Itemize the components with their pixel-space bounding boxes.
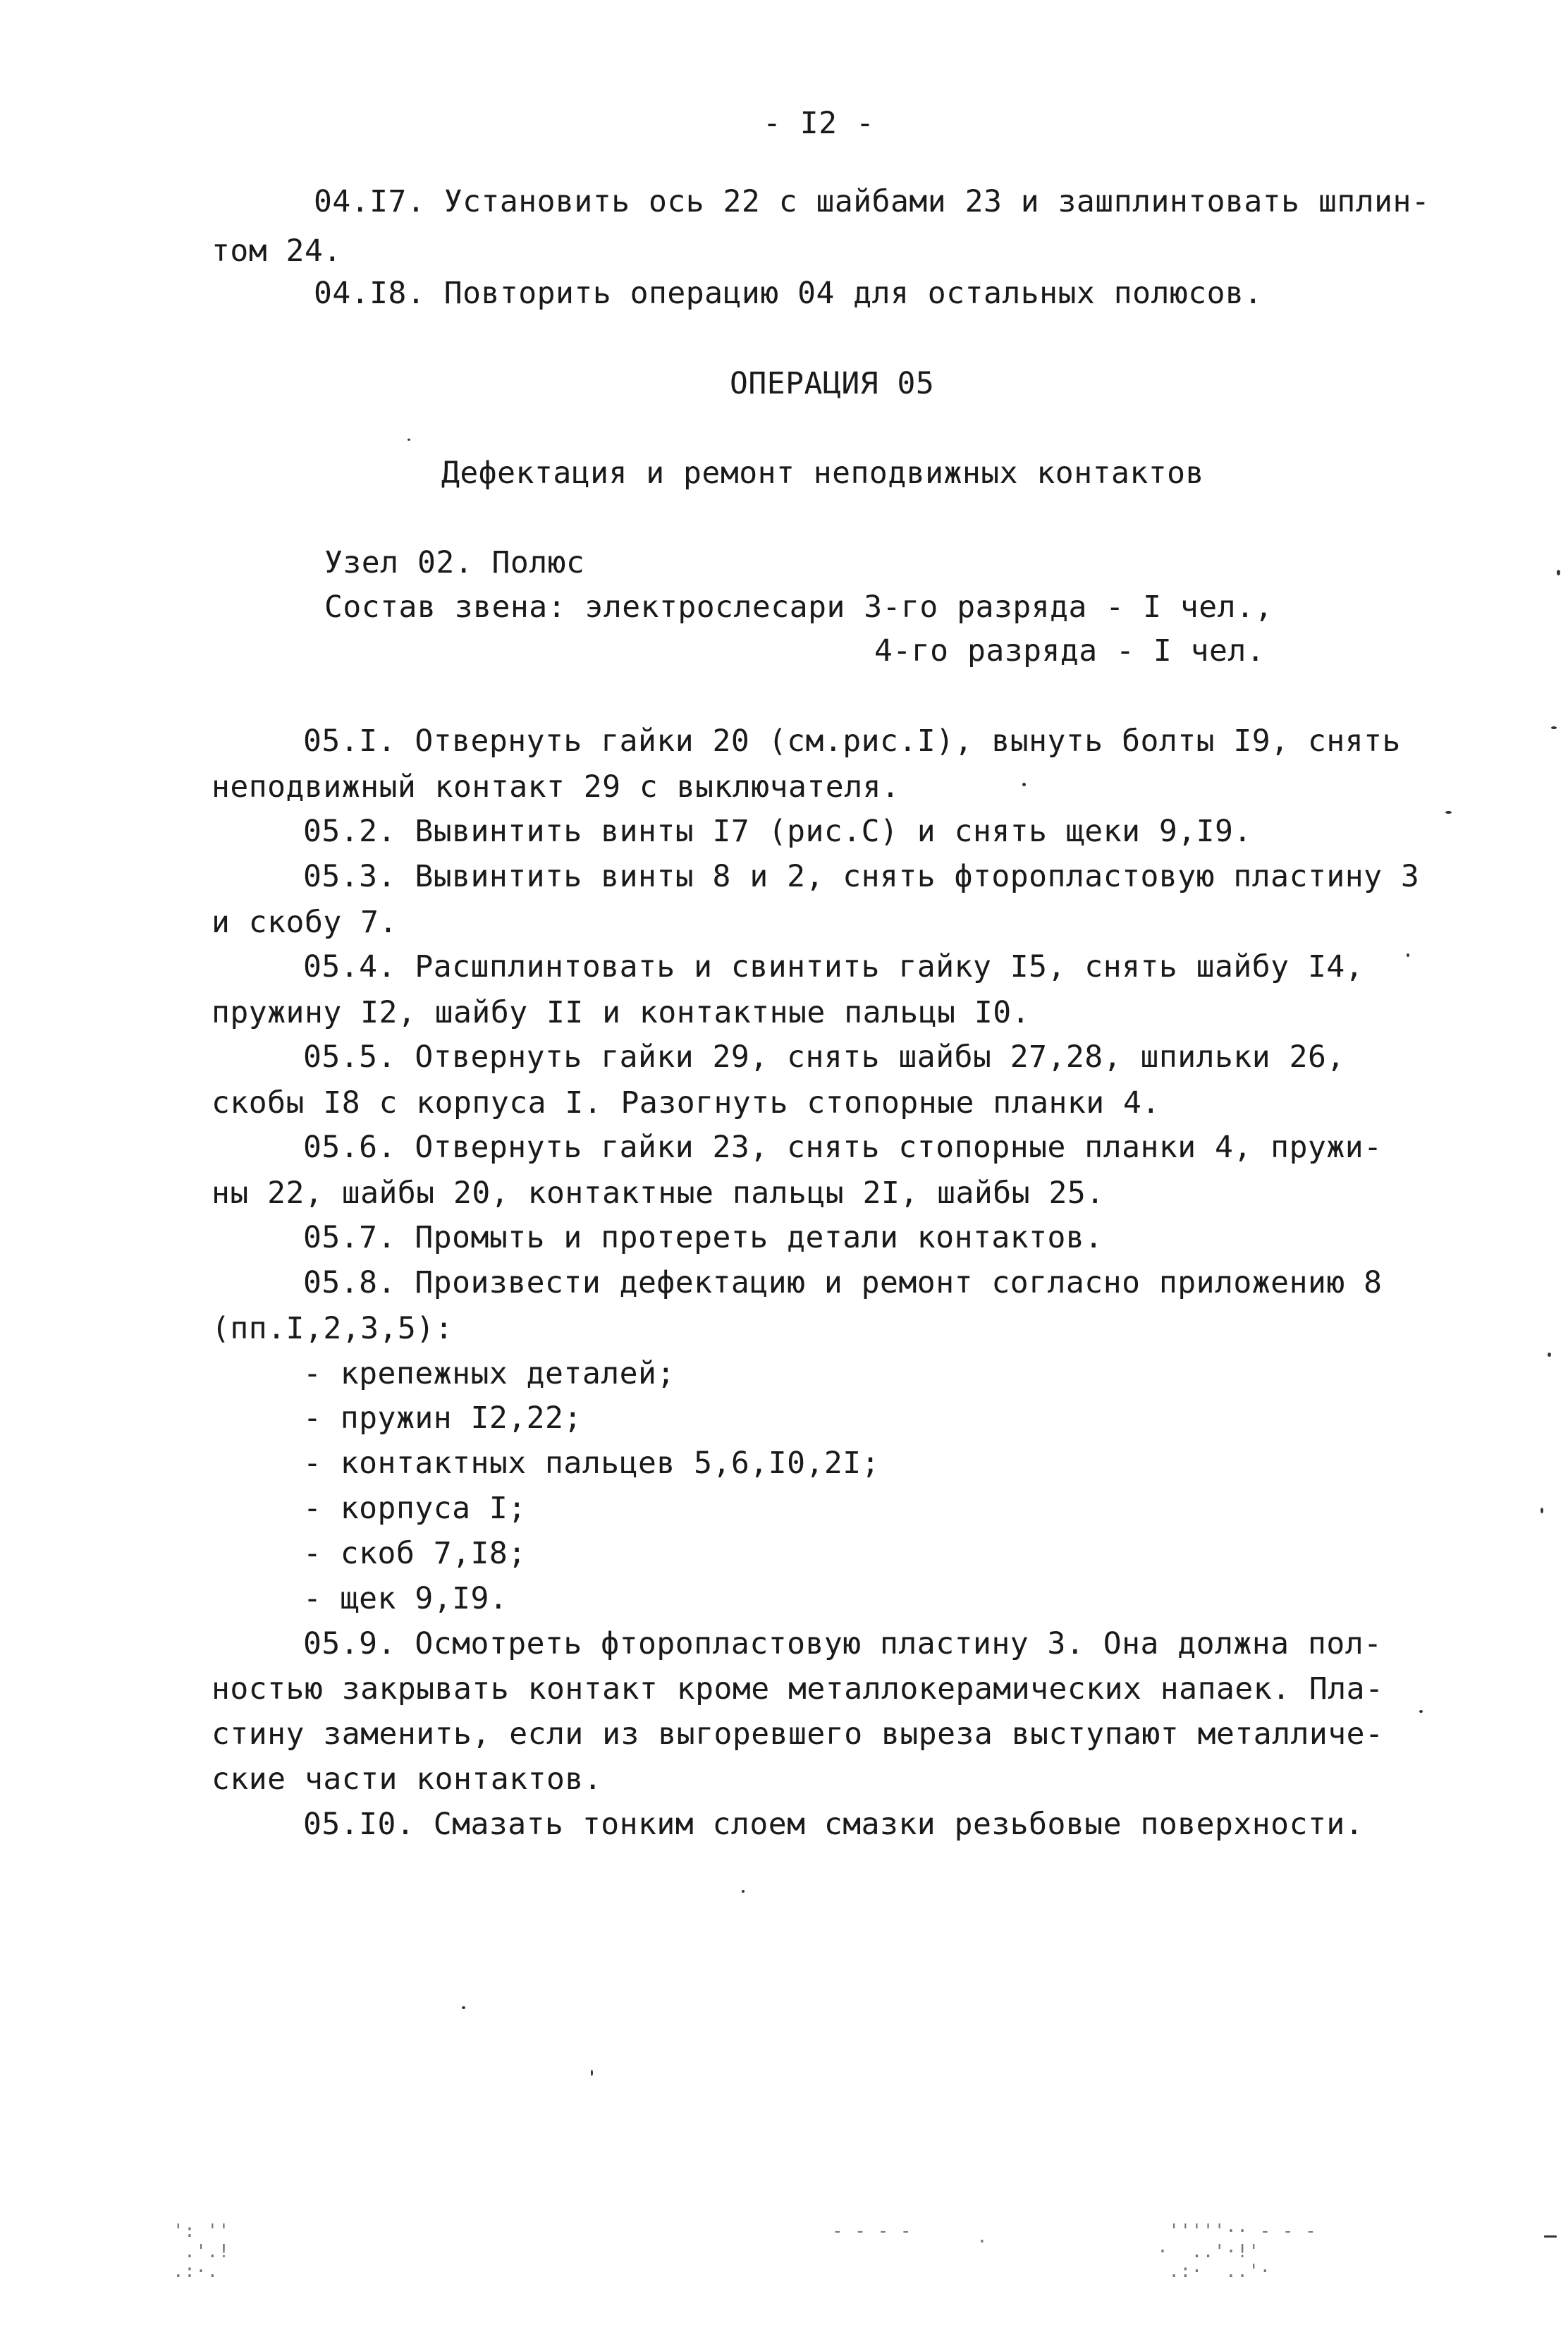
page-number: - I2 - — [763, 106, 875, 141]
text-line: 05.I0. Смазать тонким слоем смазки резьбовые поверхности. — [303, 1807, 1364, 1842]
text-line: 05.I. Отвернуть гайки 20 (см.рис.I), вынуть болты I9, снять — [303, 724, 1401, 759]
text-line: 05.3. Вывинтить винты 8 и 2, снять фторопластовую пластину 3 — [303, 859, 1420, 894]
scan-speck — [1419, 1710, 1423, 1713]
text-line: 05.6. Отвернуть гайки 23, снять стопорные планки 4, пружи- — [303, 1130, 1383, 1165]
list-item: - щек 9,I9. — [303, 1581, 508, 1616]
text-line: 04.I8. Повторить операцию 04 для остальных полюсов. — [314, 276, 1263, 311]
scan-speck — [1548, 1353, 1551, 1357]
list-item: - скоб 7,I8; — [303, 1536, 527, 1571]
text-line: стину заменить, если из выгоревшего выреза выступают металличе- — [212, 1716, 1384, 1752]
scan-speck — [408, 439, 410, 441]
text-line: 4-го разряда - I чел. — [874, 633, 1266, 669]
scan-noise: ': '' .'.! .:·. — [173, 2221, 230, 2283]
scan-speck — [1445, 811, 1452, 814]
text-line: 05.5. Отвернуть гайки 29, снять шайбы 27,28, шпильки 26, — [303, 1039, 1345, 1075]
scan-speck — [1557, 570, 1560, 575]
text-line: Состав звена: электрослесари 3-го разряда - I чел., — [324, 590, 1273, 625]
scan-speck — [1551, 726, 1557, 729]
text-line: том 24. — [212, 233, 342, 269]
text-line: пружину I2, шайбу II и контактные пальцы I0. — [212, 995, 1031, 1030]
text-line: (пп.I,2,3,5): — [212, 1311, 454, 1346]
list-item: - контактных пальцев 5,6,I0,2I; — [303, 1446, 881, 1481]
scan-speck — [591, 2070, 593, 2076]
section-heading: ОПЕРАЦИЯ 05 — [730, 366, 935, 401]
list-item: - корпуса I; — [303, 1491, 527, 1526]
scan-speck — [462, 2006, 465, 2009]
text-line: 05.7. Промыть и протереть детали контактов. — [303, 1220, 1103, 1255]
text-line: ские части контактов. — [212, 1762, 603, 1797]
text-line: скобы I8 с корпуса I. Разогнуть стопорные планки 4. — [212, 1085, 1160, 1121]
scan-noise: '''''·· - - - · ..'·!' .:· ..'· — [1157, 2221, 1317, 2283]
scan-speck — [1022, 783, 1026, 786]
text-line: 05.9. Осмотреть фторопластовую пластину 3. Она должна пол- — [303, 1626, 1383, 1661]
scan-speck — [1544, 2235, 1557, 2238]
text-line: 04.I7. Установить ось 22 с шайбами 23 и зашплинтовать шплин- — [314, 184, 1431, 219]
text-line: 05.2. Вывинтить винты I7 (рис.С) и снять щеки 9,I9. — [303, 814, 1252, 849]
text-line: ностью закрывать контакт кроме металлокерамических напаек. Пла- — [212, 1671, 1384, 1707]
list-item: - крепежных деталей; — [303, 1356, 675, 1391]
text-line: ны 22, шайбы 20, контактные пальцы 2I, шайбы 25. — [212, 1176, 1105, 1211]
text-line: 05.4. Расшплинтовать и свинтить гайку I5, снять шайбу I4, — [303, 949, 1364, 984]
scan-speck — [742, 1890, 745, 1893]
scan-noise: - - - - — [832, 2221, 912, 2242]
list-item: - пружин I2,22; — [303, 1401, 582, 1436]
text-line: 05.8. Произвести дефектацию и ремонт согласно приложению 8 — [303, 1265, 1383, 1300]
text-line: Узел 02. Полюс — [324, 545, 585, 580]
text-line: неподвижный контакт 29 с выключателя. — [212, 769, 900, 805]
scan-speck — [1541, 1508, 1543, 1513]
text-line: и скобу 7. — [212, 905, 398, 940]
scan-speck — [1407, 953, 1409, 957]
section-subheading: Дефектация и ремонт неподвижных контактов — [441, 456, 1204, 491]
scan-noise: · — [976, 2231, 988, 2252]
